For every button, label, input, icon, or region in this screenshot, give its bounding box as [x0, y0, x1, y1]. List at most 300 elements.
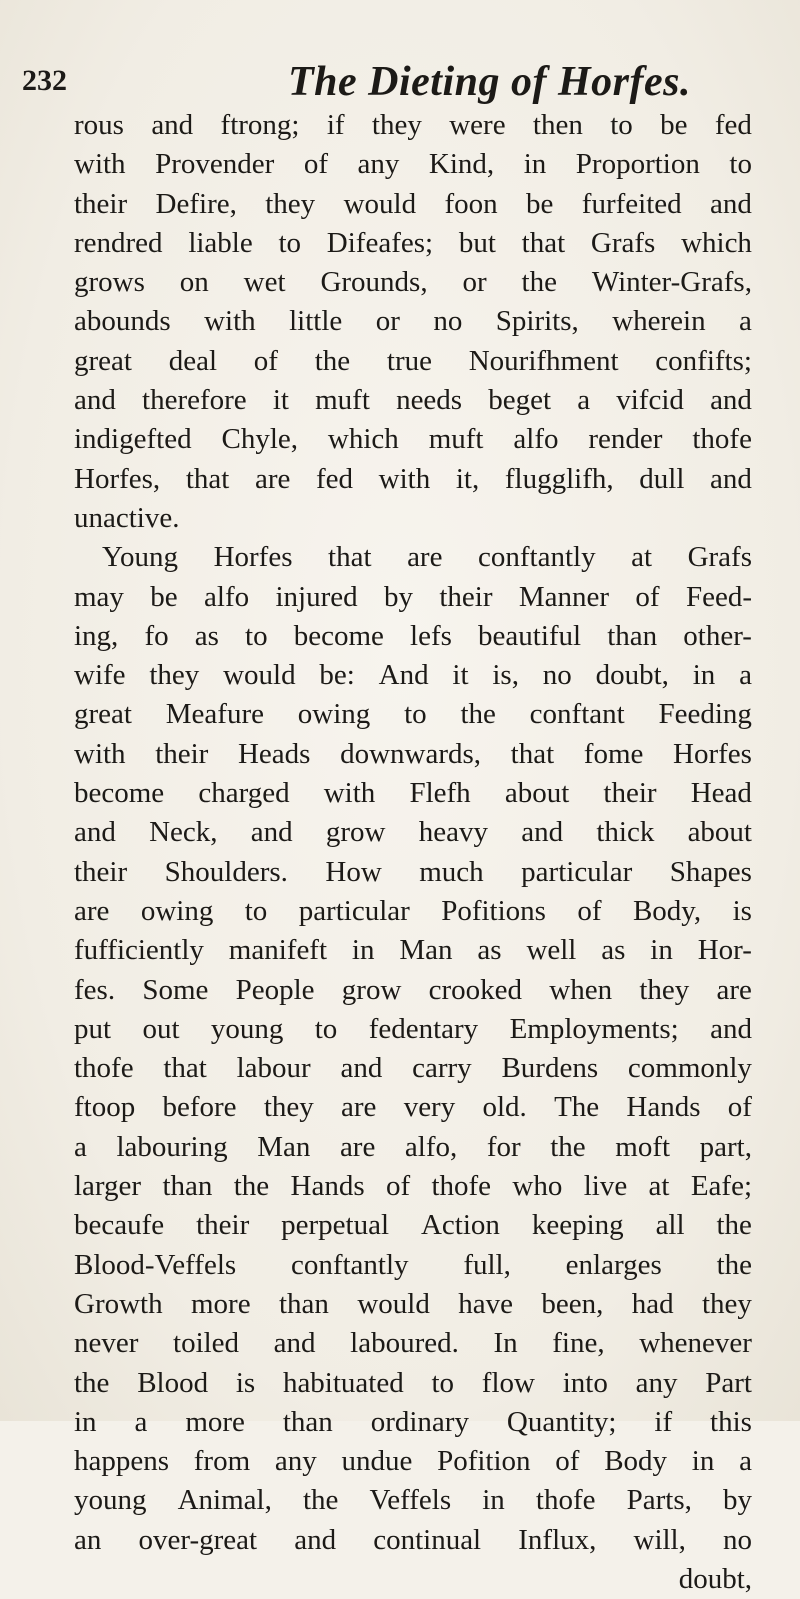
word: a	[739, 659, 752, 692]
word: little	[289, 305, 343, 338]
word: indigefted	[74, 423, 192, 456]
word: they	[639, 973, 690, 1006]
word: who	[512, 1170, 563, 1203]
word: Hands	[626, 1091, 701, 1124]
word: becaufe	[74, 1209, 165, 1242]
word: in	[691, 1445, 715, 1478]
word: happens	[74, 1445, 170, 1478]
word: then	[532, 109, 583, 141]
word: live	[583, 1170, 628, 1203]
word: Feeding	[658, 698, 752, 731]
word: would	[357, 1287, 430, 1320]
word: as	[601, 934, 626, 967]
word: any	[635, 1366, 678, 1399]
word: the	[233, 1170, 270, 1203]
word: no	[433, 305, 463, 338]
text-line	[74, 695, 752, 734]
word: in	[523, 148, 547, 181]
word: than	[607, 619, 658, 652]
word: Man	[399, 934, 453, 967]
word: deal	[168, 344, 218, 377]
word: their	[155, 737, 209, 770]
word: of	[727, 1091, 752, 1124]
word: In	[493, 1327, 518, 1360]
word: with	[204, 305, 256, 338]
word: when	[549, 973, 613, 1006]
word: their	[74, 855, 128, 888]
word: had	[631, 1287, 674, 1320]
text-line	[74, 971, 752, 1010]
body-text	[74, 106, 752, 1599]
word: the	[550, 1130, 586, 1163]
word: Nourifhment	[468, 344, 619, 377]
word: old.	[482, 1091, 527, 1124]
word: laboured.	[350, 1327, 459, 1360]
word: and	[151, 109, 194, 141]
word: Employments;	[509, 1012, 679, 1045]
word: young	[74, 1484, 147, 1517]
word: Blood-Veffels	[74, 1248, 237, 1281]
word: commonly	[627, 1052, 752, 1085]
text-line	[74, 892, 752, 931]
word: no	[542, 659, 572, 692]
text-line	[74, 263, 752, 302]
word: needs	[396, 384, 463, 417]
word: vifcid	[616, 384, 684, 417]
text-line	[74, 499, 752, 538]
word: ordinary	[370, 1405, 469, 1438]
word: to	[278, 226, 302, 259]
word: into	[562, 1366, 608, 1399]
word: were	[449, 109, 506, 141]
word: And	[378, 659, 429, 692]
word: Provender	[155, 148, 275, 181]
word: in	[351, 934, 375, 967]
word: larger	[74, 1170, 142, 1203]
text-line	[74, 1206, 752, 1245]
line-text: unactive.	[74, 501, 180, 534]
word: they	[149, 659, 200, 692]
word: Defire,	[155, 187, 237, 220]
word: be	[150, 580, 178, 613]
word: rous	[74, 109, 124, 141]
word: lefs	[410, 619, 452, 652]
word: and	[74, 816, 116, 849]
word: People	[235, 973, 315, 1006]
word: Burdens	[501, 1052, 599, 1085]
word: and	[250, 816, 293, 849]
word: owing	[297, 698, 371, 731]
word: or	[375, 305, 400, 338]
word: Horfes	[673, 737, 752, 770]
word: Young	[102, 541, 179, 574]
word: is	[732, 894, 752, 927]
word: conftantly	[478, 541, 596, 574]
word: Pofition	[437, 1445, 531, 1478]
text-line	[74, 1010, 752, 1049]
word: ing,	[74, 619, 119, 652]
text-line	[74, 617, 752, 656]
word: become	[293, 619, 384, 652]
word: and	[74, 384, 116, 417]
word: foon	[444, 187, 498, 220]
word: the	[716, 1248, 752, 1281]
word: grows	[74, 266, 145, 299]
text-line	[74, 381, 752, 420]
word: with	[74, 148, 126, 181]
word: fo	[144, 619, 169, 652]
word: alfo	[204, 580, 250, 613]
word: put	[74, 1012, 112, 1045]
text-line	[74, 774, 752, 813]
word: thofe	[692, 423, 752, 456]
word: and	[710, 1012, 752, 1045]
word: Hands	[290, 1170, 365, 1203]
word: on	[179, 266, 209, 299]
word: of	[385, 1170, 411, 1203]
word: an	[74, 1523, 102, 1556]
text-line	[74, 1324, 752, 1363]
word: their	[439, 580, 493, 613]
word: a	[134, 1405, 148, 1438]
word: Shapes	[669, 855, 752, 888]
word: Grafs	[590, 226, 656, 259]
word: if	[326, 109, 345, 141]
word: Some	[142, 973, 209, 1006]
word: their	[74, 187, 128, 220]
word: the	[460, 698, 496, 731]
text-line	[74, 1442, 752, 1481]
word: render	[588, 423, 663, 456]
word: Hor-	[697, 934, 752, 967]
word: furfeited	[581, 187, 682, 220]
word: ftoop	[74, 1091, 136, 1124]
word: they	[265, 187, 316, 220]
word: Growth	[74, 1287, 163, 1320]
text-line	[74, 1128, 752, 1167]
word: any	[274, 1445, 317, 1478]
text-line	[74, 1481, 752, 1520]
word: they	[263, 1091, 314, 1124]
word: over-great	[138, 1523, 258, 1556]
word: abounds	[74, 305, 171, 338]
word: grow	[341, 973, 402, 1006]
word: particular	[298, 894, 410, 927]
word: by	[384, 580, 413, 613]
page-number: 232	[22, 64, 67, 97]
word: as	[477, 934, 502, 967]
line-text: doubt,	[678, 1562, 752, 1595]
word: particular	[521, 855, 633, 888]
word: and	[710, 462, 752, 495]
word: with	[378, 462, 431, 495]
word: beget	[488, 384, 552, 417]
word: their	[603, 777, 657, 810]
word: fufficiently	[74, 934, 204, 967]
page-header	[20, 44, 780, 104]
word: than	[162, 1170, 213, 1203]
word: are	[339, 1130, 376, 1163]
word: no	[723, 1523, 752, 1556]
word: carry	[412, 1052, 472, 1085]
word: great	[74, 698, 132, 731]
word: which	[327, 423, 399, 456]
text-line	[74, 1403, 752, 1442]
text-line	[74, 1246, 752, 1285]
word: been,	[541, 1287, 604, 1320]
word: of	[577, 894, 602, 927]
word: all	[655, 1209, 685, 1242]
word: conftantly	[290, 1248, 409, 1281]
word: fedentary	[368, 1012, 479, 1045]
word: more	[191, 1287, 251, 1320]
word: Body	[604, 1445, 668, 1478]
word: Manner	[518, 580, 610, 613]
word: Horfes,	[74, 462, 161, 495]
word: the	[716, 1209, 752, 1242]
word: by	[722, 1484, 752, 1517]
text-line	[74, 420, 752, 459]
word: Feed-	[685, 580, 752, 613]
word: The	[554, 1091, 600, 1124]
word: part,	[699, 1130, 752, 1163]
word: other-	[683, 619, 752, 652]
text-line	[74, 1560, 752, 1599]
word: ftrong;	[220, 109, 300, 141]
word: of	[635, 580, 660, 613]
word: at	[631, 541, 653, 574]
word: out	[142, 1012, 180, 1045]
word: to	[314, 1012, 338, 1045]
word: moft	[615, 1130, 671, 1163]
word: fine,	[552, 1327, 605, 1360]
word: whenever	[639, 1327, 752, 1360]
word: they	[702, 1287, 752, 1320]
word: the	[314, 344, 351, 377]
word: thick	[596, 816, 655, 849]
text-line	[74, 1049, 752, 1088]
word: enlarges	[565, 1248, 662, 1281]
word: muft	[315, 384, 370, 417]
word: would	[223, 659, 296, 692]
word: labouring	[116, 1130, 228, 1163]
word: are	[254, 462, 291, 495]
word: and	[710, 384, 752, 417]
word: and	[294, 1523, 337, 1556]
word: Flefh	[409, 777, 471, 810]
word: Neck,	[149, 816, 218, 849]
word: true	[386, 344, 432, 377]
word: in	[74, 1405, 97, 1438]
word: or	[462, 266, 487, 299]
word: much	[419, 855, 484, 888]
word: owing	[140, 894, 214, 927]
word: Meafure	[165, 698, 264, 731]
word: to	[431, 1366, 455, 1399]
word: a	[74, 1130, 87, 1163]
word: about	[504, 777, 570, 810]
word: with	[74, 737, 126, 770]
word: they	[371, 109, 422, 141]
word: thofe	[431, 1170, 492, 1203]
word: more	[185, 1405, 245, 1438]
word: Action	[420, 1209, 500, 1242]
text-line	[74, 656, 752, 695]
word: may	[74, 580, 124, 613]
word: it	[272, 384, 289, 417]
word: therefore	[142, 384, 247, 417]
word: with	[323, 777, 376, 810]
word: How	[325, 855, 382, 888]
word: Influx,	[518, 1523, 597, 1556]
word: to	[244, 894, 268, 927]
word: the	[521, 266, 557, 299]
word: very	[403, 1091, 456, 1124]
word: flow	[481, 1366, 535, 1399]
word: liable	[188, 226, 253, 259]
word: beautiful	[478, 619, 582, 652]
word: labour	[236, 1052, 311, 1085]
word: wife	[74, 659, 126, 692]
word: doubt,	[595, 659, 669, 692]
word: habituated	[282, 1366, 404, 1399]
word: alfo,	[404, 1130, 458, 1163]
word: Eafe;	[690, 1170, 752, 1203]
word: this	[710, 1405, 752, 1438]
word: never	[74, 1327, 139, 1360]
word: be	[526, 187, 554, 220]
word: heavy	[418, 816, 488, 849]
word: a	[739, 1445, 752, 1478]
word: it,	[455, 462, 480, 495]
word: as	[194, 619, 219, 652]
word: a	[577, 384, 591, 417]
word: at	[648, 1170, 670, 1203]
word: have	[458, 1287, 513, 1320]
word: crooked	[428, 973, 523, 1006]
word: fed	[714, 109, 752, 141]
word: full,	[463, 1248, 511, 1281]
text-line	[74, 460, 752, 499]
text-line	[74, 1521, 752, 1560]
word: are	[74, 894, 110, 927]
word: Horfes	[213, 541, 293, 574]
word: Head	[690, 777, 752, 810]
word: muft	[428, 423, 484, 456]
word: Quantity;	[506, 1405, 617, 1438]
word: it	[452, 659, 469, 692]
word: is	[235, 1366, 256, 1399]
word: in	[650, 934, 673, 967]
word: of	[253, 344, 278, 377]
word: be	[660, 109, 688, 141]
word: rendred	[74, 226, 163, 259]
word: thofe	[535, 1484, 596, 1517]
word: become	[74, 777, 165, 810]
word: will,	[633, 1523, 686, 1556]
word: Chyle,	[221, 423, 299, 456]
word: and	[710, 187, 752, 220]
running-head: The Dieting of Horfes.	[288, 59, 691, 105]
word: conftant	[529, 698, 625, 731]
text-line	[74, 538, 752, 577]
word: Grounds,	[320, 266, 428, 299]
word: are	[341, 1091, 377, 1124]
word: of	[303, 148, 328, 181]
text-line	[74, 813, 752, 852]
word: keeping	[531, 1209, 624, 1242]
word: if	[654, 1405, 673, 1438]
word: of	[555, 1445, 580, 1478]
word: and	[340, 1052, 383, 1085]
text-line	[74, 1364, 752, 1403]
word: thofe	[74, 1052, 134, 1085]
word: undue	[341, 1445, 413, 1478]
text-line	[74, 578, 752, 617]
word: fed	[316, 462, 354, 495]
word: and	[273, 1327, 316, 1360]
word: Body,	[632, 894, 702, 927]
word: manifeft	[228, 934, 328, 967]
word: Part	[705, 1366, 752, 1399]
word: but	[458, 226, 496, 259]
word: the	[74, 1366, 110, 1399]
word: Difeafes;	[326, 226, 434, 259]
word: Man	[257, 1130, 311, 1163]
word: confifts;	[655, 344, 752, 377]
text-line	[74, 1088, 752, 1127]
word: fome	[583, 737, 644, 770]
word: are	[716, 973, 752, 1006]
word: that	[521, 226, 566, 259]
word: Spirits,	[495, 305, 579, 338]
word: to	[404, 698, 427, 731]
word: wet	[243, 266, 286, 299]
word: Animal,	[177, 1484, 272, 1517]
word: any	[357, 148, 400, 181]
word: to	[245, 619, 268, 652]
text-line	[74, 1285, 752, 1324]
text-line	[74, 735, 752, 774]
text-line	[74, 342, 752, 381]
word: to	[610, 109, 633, 141]
word: that	[510, 737, 555, 770]
word: Parts,	[626, 1484, 692, 1517]
word: flugglifh,	[504, 462, 614, 495]
word: Proportion	[575, 148, 700, 181]
word: for	[486, 1130, 521, 1163]
word: than	[278, 1287, 329, 1320]
word: their	[196, 1209, 250, 1242]
word: Veffels	[369, 1484, 452, 1517]
word: in	[482, 1484, 505, 1517]
text-line	[74, 1167, 752, 1206]
word: Kind,	[428, 148, 495, 181]
word: that	[328, 541, 372, 574]
word: is,	[492, 659, 519, 692]
word: wherein	[612, 305, 706, 338]
text-line	[74, 931, 752, 970]
word: Shoulders.	[164, 855, 288, 888]
word: be:	[319, 659, 355, 692]
word: that	[185, 462, 230, 495]
word: the	[302, 1484, 339, 1517]
word: charged	[198, 777, 290, 810]
word: from	[193, 1445, 251, 1478]
word: and	[521, 816, 564, 849]
word: injured	[275, 580, 358, 613]
word: a	[739, 305, 752, 338]
